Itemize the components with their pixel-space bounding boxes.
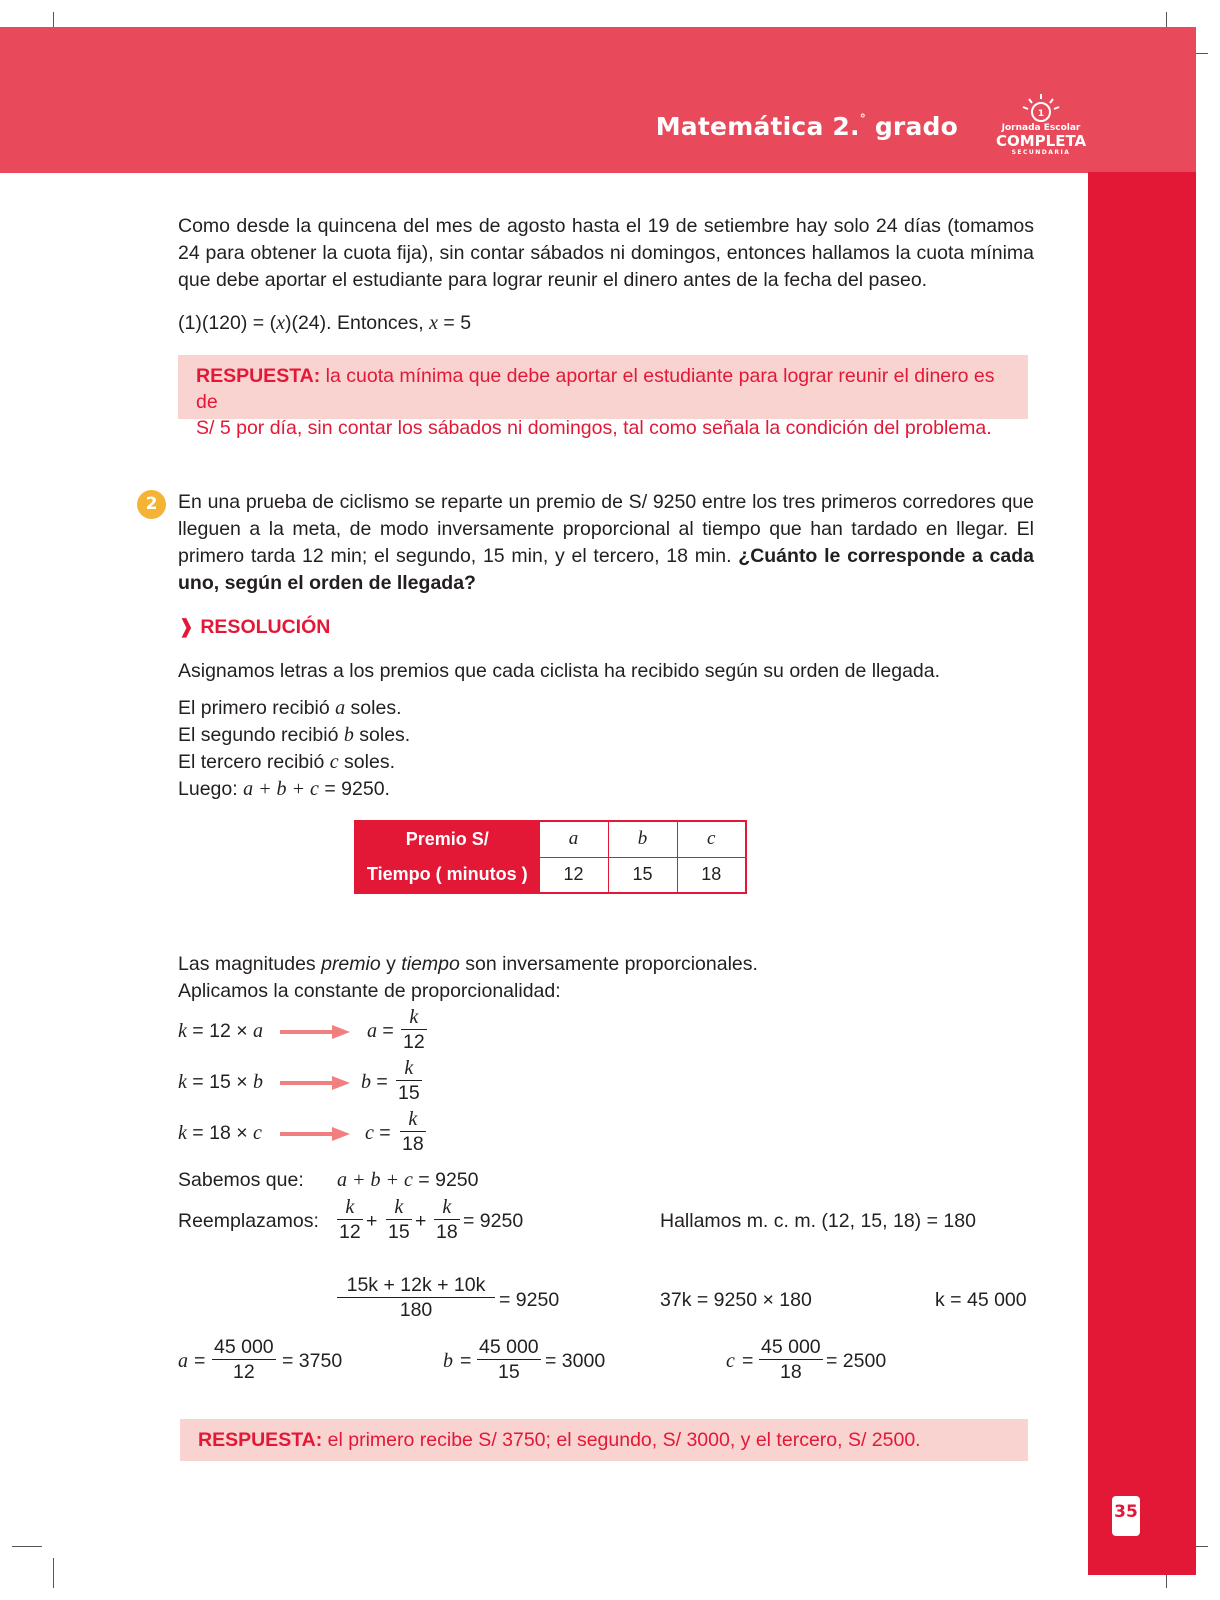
- second-line: El segundo recibió b soles.: [178, 724, 411, 746]
- assign-text: Asignamos letras a los premios que cada ciclista ha recibido según su orden de llegada.: [178, 660, 941, 682]
- equals-sign: =: [742, 1350, 754, 1372]
- data-table: [354, 820, 747, 894]
- table-header-premio: Premio S/: [355, 821, 539, 857]
- third-line: El tercero recibió c soles.: [178, 751, 395, 773]
- logo-line2: COMPLETA: [996, 132, 1087, 150]
- relation-b-lhs: b =: [361, 1071, 388, 1093]
- fraction: $\frac{45 000}{12}$: [214, 1336, 274, 1383]
- answer-box-1: RESPUESTA: la cuota mínima que debe aportar el estudiante para lograr reunir el dinero es de S/ 5 por día, sin contar los sábados ni domingos, tal como señala la condición del problema.: [178, 355, 1028, 419]
- relation-a-lhs: a =: [367, 1020, 394, 1042]
- side-band: [1088, 172, 1196, 1575]
- chevron-right-icon: ❱: [178, 616, 195, 638]
- result-b-var: b: [443, 1350, 453, 1372]
- result-c-var: c: [726, 1350, 735, 1372]
- sum-line: Luego: a + b + c = 9250.: [178, 778, 390, 800]
- equals-sign: =: [194, 1350, 206, 1372]
- magnitudes-line: Las magnitudes premio y tiempo son inversamente proporcionales.: [178, 953, 758, 975]
- answer-label: RESPUESTA:: [196, 365, 321, 387]
- k-result: k = 45 000: [935, 1289, 1027, 1311]
- equals-sign: =: [460, 1350, 472, 1372]
- step-line: 37k = 9250 × 180: [660, 1289, 812, 1311]
- plus-sign: +: [415, 1210, 427, 1232]
- answer-box-2: RESPUESTA: el primero recibe S/ 3750; el segundo, S/ 3000, y el tercero, S/ 2500.: [180, 1419, 1028, 1461]
- replace-value: = 9250: [463, 1210, 524, 1232]
- relation-a: k = 12 × a: [178, 1020, 264, 1042]
- relation-c: k = 18 × c: [178, 1122, 262, 1144]
- page-number: 35: [1112, 1496, 1140, 1536]
- jec-logo: [996, 92, 1086, 160]
- result-a-var: a: [178, 1350, 188, 1372]
- result-a-value: = 3750: [282, 1350, 343, 1372]
- crop-mark: [12, 1546, 42, 1547]
- answer-label: RESPUESTA:: [198, 1429, 323, 1451]
- sun-icon: [996, 92, 1086, 126]
- result-b-value: = 3000: [545, 1350, 606, 1372]
- intro-equation: (1)(120) = (x)(24). Entonces, x = 5: [178, 312, 472, 334]
- fraction: $\frac{k}{15}$: [398, 1057, 420, 1104]
- arrow-right-icon: [280, 1023, 352, 1041]
- fraction: $\frac{k}{15}$: [388, 1196, 410, 1243]
- fraction: $\frac{k}{18}$: [402, 1108, 424, 1155]
- crop-mark: [53, 1558, 54, 1588]
- intro-paragraph: Como desde la quincena del mes de agosto hasta el 19 de setiembre hay solo 24 días (tomamos 24 para obtener la cuota fija), sin contar sábados ni domingos, entonces hallamos la cuota mínima que debe aportar el estudiante para lograr reunir el dinero antes de la fecha del paseo.: [178, 215, 1034, 291]
- page-title: Matemática 2.° grado: [655, 112, 958, 141]
- combined-value: = 9250: [499, 1289, 560, 1311]
- fraction: $\frac{k}{12}$: [403, 1006, 425, 1053]
- relation-c-lhs: c =: [365, 1122, 391, 1144]
- table-cell: 12: [539, 857, 608, 893]
- lcm-line: Hallamos m. c. m. (12, 15, 18) = 180: [660, 1210, 976, 1232]
- relation-b: k = 15 × b: [178, 1071, 264, 1093]
- fraction: $\frac{45 000}{18}$: [761, 1336, 821, 1383]
- first-line: El primero recibió a soles.: [178, 697, 402, 719]
- table-cell: b: [608, 821, 677, 857]
- fraction: $\frac{45 000}{15}$: [479, 1336, 539, 1383]
- arrow-right-icon: [280, 1125, 352, 1143]
- problem-question: ¿Cuánto le corresponde a cada uno, según el orden de llegada?: [178, 545, 1034, 594]
- table-cell: c: [677, 821, 746, 857]
- table-cell: 15: [608, 857, 677, 893]
- fraction: $\frac{15k + 12k + 10k}{180}$: [337, 1273, 495, 1322]
- plus-sign: +: [366, 1210, 378, 1232]
- logo-line1: Jornada Escolar: [1001, 123, 1081, 133]
- problem-number-badge: 2: [137, 490, 166, 519]
- known-label: Sabemos que:: [178, 1169, 304, 1191]
- known-expr: a + b + c = 9250: [337, 1169, 479, 1191]
- resolution-heading: ❱ RESOLUCIÓN: [178, 616, 331, 638]
- svg-text:1: 1: [1037, 109, 1045, 119]
- fraction: $\frac{k}{12}$: [339, 1196, 361, 1243]
- table-header-tiempo: Tiempo ( minutos ): [355, 857, 539, 893]
- table-cell: 18: [677, 857, 746, 893]
- arrow-right-icon: [280, 1074, 352, 1092]
- constant-line: Aplicamos la constante de proporcionalidad:: [178, 980, 561, 1002]
- table-row: [355, 857, 746, 893]
- replace-label: Reemplazamos:: [178, 1210, 319, 1232]
- table-row: [355, 821, 746, 857]
- table-cell: a: [539, 821, 608, 857]
- fraction: $\frac{k}{18}$: [436, 1196, 458, 1243]
- problem-text: En una prueba de ciclismo se reparte un premio de S/ 9250 entre los tres primeros corredores que lleguen a la meta, de modo inversamente proporcional al tiempo que han tardado en llegar. El primero tarda 12 min; el segundo, 15 min, y el tercero, 18 min. ¿Cuánto le corresponde a cada uno, según el orden de llegada?: [178, 491, 1034, 594]
- result-c-value: = 2500: [826, 1350, 887, 1372]
- logo-line3: SECUNDARIA: [1011, 149, 1071, 156]
